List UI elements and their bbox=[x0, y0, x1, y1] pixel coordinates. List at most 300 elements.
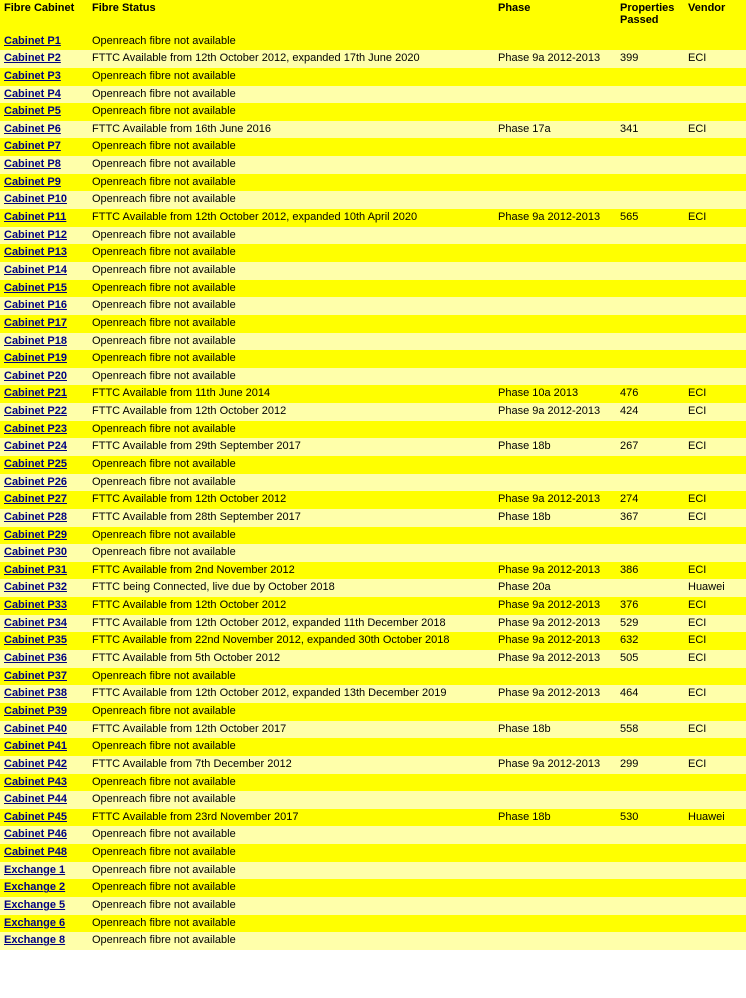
cell-properties-passed bbox=[616, 668, 684, 686]
cell-phase bbox=[494, 191, 616, 209]
cell-phase bbox=[494, 774, 616, 792]
cell-properties-passed bbox=[616, 33, 684, 51]
cabinet-link[interactable]: Cabinet P32 bbox=[4, 581, 67, 594]
table-row bbox=[0, 650, 746, 668]
cell-properties-passed bbox=[616, 527, 684, 545]
cell-vendor: Huawei bbox=[684, 579, 746, 597]
cell-properties-passed: 464 bbox=[616, 685, 684, 703]
cell-fibre-status: FTTC Available from 23rd November 2017 bbox=[88, 809, 494, 827]
cell-vendor bbox=[684, 527, 746, 545]
cell-phase: Phase 9a 2012-2013 bbox=[494, 597, 616, 615]
table-row bbox=[0, 103, 746, 121]
cell-fibre-status: Openreach fibre not available bbox=[88, 156, 494, 174]
cell-cabinet bbox=[0, 262, 88, 280]
cell-properties-passed bbox=[616, 191, 684, 209]
table-row bbox=[0, 209, 746, 227]
cell-phase bbox=[494, 879, 616, 897]
cell-vendor bbox=[684, 791, 746, 809]
cell-properties-passed bbox=[616, 474, 684, 492]
cell-vendor: ECI bbox=[684, 491, 746, 509]
cabinet-link[interactable]: Cabinet P38 bbox=[4, 687, 67, 700]
cell-fibre-status: Openreach fibre not available bbox=[88, 932, 494, 950]
table-row bbox=[0, 86, 746, 104]
cell-properties-passed: 632 bbox=[616, 632, 684, 650]
cell-cabinet bbox=[0, 227, 88, 245]
cell-phase bbox=[494, 86, 616, 104]
table-header bbox=[0, 0, 746, 33]
cell-cabinet bbox=[0, 368, 88, 386]
cell-properties-passed bbox=[616, 68, 684, 86]
cell-phase: Phase 9a 2012-2013 bbox=[494, 491, 616, 509]
cabinet-link[interactable]: Cabinet P12 bbox=[4, 228, 67, 241]
cell-phase: Phase 10a 2013 bbox=[494, 385, 616, 403]
cell-vendor: ECI bbox=[684, 438, 746, 456]
cell-phase: Phase 18b bbox=[494, 809, 616, 827]
cabinet-link[interactable]: Cabinet P3 bbox=[4, 69, 61, 82]
cell-cabinet bbox=[0, 879, 88, 897]
cabinet-link[interactable]: Cabinet P35 bbox=[4, 634, 67, 647]
cell-properties-passed bbox=[616, 333, 684, 351]
cell-cabinet bbox=[0, 527, 88, 545]
cell-properties-passed bbox=[616, 244, 684, 262]
cell-phase bbox=[494, 668, 616, 686]
cabinet-link[interactable]: Cabinet P27 bbox=[4, 493, 67, 506]
cell-phase bbox=[494, 862, 616, 880]
cell-properties-passed bbox=[616, 262, 684, 280]
column-header-phase: Phase bbox=[494, 0, 616, 33]
cell-properties-passed: 274 bbox=[616, 491, 684, 509]
table-body bbox=[0, 33, 746, 950]
cell-fibre-status: Openreach fibre not available bbox=[88, 826, 494, 844]
table-row bbox=[0, 597, 746, 615]
cell-vendor: ECI bbox=[684, 50, 746, 68]
cabinet-link[interactable]: Cabinet P6 bbox=[4, 122, 61, 135]
cell-cabinet bbox=[0, 721, 88, 739]
cell-cabinet bbox=[0, 862, 88, 880]
cell-fibre-status: Openreach fibre not available bbox=[88, 544, 494, 562]
cell-vendor: ECI bbox=[684, 650, 746, 668]
cell-properties-passed: 267 bbox=[616, 438, 684, 456]
table-row bbox=[0, 668, 746, 686]
cell-cabinet bbox=[0, 756, 88, 774]
cell-fibre-status: Openreach fibre not available bbox=[88, 244, 494, 262]
cell-phase: Phase 18b bbox=[494, 721, 616, 739]
cell-phase bbox=[494, 456, 616, 474]
cell-phase bbox=[494, 174, 616, 192]
cell-properties-passed bbox=[616, 862, 684, 880]
cell-fibre-status: FTTC Available from 12th October 2012 bbox=[88, 597, 494, 615]
cell-cabinet bbox=[0, 280, 88, 298]
cell-fibre-status: FTTC Available from 11th June 2014 bbox=[88, 385, 494, 403]
table-row bbox=[0, 385, 746, 403]
cell-phase bbox=[494, 156, 616, 174]
cell-vendor bbox=[684, 421, 746, 439]
cell-cabinet bbox=[0, 668, 88, 686]
cell-vendor: ECI bbox=[684, 403, 746, 421]
cell-cabinet bbox=[0, 474, 88, 492]
table-row bbox=[0, 491, 746, 509]
cell-properties-passed bbox=[616, 879, 684, 897]
cell-vendor bbox=[684, 350, 746, 368]
cell-vendor: ECI bbox=[684, 721, 746, 739]
cabinet-link[interactable]: Cabinet P14 bbox=[4, 263, 67, 276]
cell-vendor bbox=[684, 262, 746, 280]
cell-fibre-status: Openreach fibre not available bbox=[88, 103, 494, 121]
cell-fibre-status: Openreach fibre not available bbox=[88, 774, 494, 792]
cell-fibre-status: Openreach fibre not available bbox=[88, 844, 494, 862]
cell-fibre-status: FTTC Available from 12th October 2012, expanded 17th June 2020 bbox=[88, 50, 494, 68]
cell-phase bbox=[494, 33, 616, 51]
cell-cabinet bbox=[0, 121, 88, 139]
cabinet-link[interactable]: Cabinet P40 bbox=[4, 722, 67, 735]
cell-cabinet bbox=[0, 86, 88, 104]
cell-phase: Phase 18b bbox=[494, 509, 616, 527]
cell-properties-passed: 505 bbox=[616, 650, 684, 668]
cell-vendor bbox=[684, 368, 746, 386]
cell-vendor bbox=[684, 668, 746, 686]
cell-fibre-status: FTTC Available from 28th September 2017 bbox=[88, 509, 494, 527]
cell-cabinet bbox=[0, 403, 88, 421]
cell-fibre-status: FTTC Available from 2nd November 2012 bbox=[88, 562, 494, 580]
cell-fibre-status: Openreach fibre not available bbox=[88, 280, 494, 298]
cell-vendor: ECI bbox=[684, 209, 746, 227]
cell-cabinet bbox=[0, 491, 88, 509]
cell-vendor bbox=[684, 774, 746, 792]
cell-properties-passed bbox=[616, 280, 684, 298]
table-row bbox=[0, 68, 746, 86]
cell-cabinet bbox=[0, 844, 88, 862]
cell-cabinet bbox=[0, 562, 88, 580]
cabinet-link[interactable]: Cabinet P1 bbox=[4, 34, 61, 47]
table-row bbox=[0, 333, 746, 351]
table-row bbox=[0, 862, 746, 880]
cell-vendor bbox=[684, 456, 746, 474]
cell-vendor: ECI bbox=[684, 632, 746, 650]
cell-properties-passed bbox=[616, 174, 684, 192]
cell-properties-passed bbox=[616, 456, 684, 474]
cell-properties-passed bbox=[616, 368, 684, 386]
cell-phase bbox=[494, 915, 616, 933]
cell-fibre-status: FTTC Available from 29th September 2017 bbox=[88, 438, 494, 456]
table-row bbox=[0, 844, 746, 862]
cell-cabinet bbox=[0, 244, 88, 262]
cell-cabinet bbox=[0, 33, 88, 51]
cabinet-link[interactable]: Cabinet P42 bbox=[4, 757, 67, 770]
cell-cabinet bbox=[0, 315, 88, 333]
cell-vendor: ECI bbox=[684, 385, 746, 403]
table-row bbox=[0, 544, 746, 562]
cell-fibre-status: Openreach fibre not available bbox=[88, 297, 494, 315]
cabinet-link[interactable]: Cabinet P43 bbox=[4, 775, 67, 788]
cell-phase bbox=[494, 103, 616, 121]
cabinet-link[interactable]: Cabinet P24 bbox=[4, 440, 67, 453]
table-row bbox=[0, 738, 746, 756]
cell-properties-passed bbox=[616, 315, 684, 333]
cell-phase: Phase 9a 2012-2013 bbox=[494, 562, 616, 580]
column-header-vendor: Vendor bbox=[684, 0, 746, 33]
cell-properties-passed bbox=[616, 86, 684, 104]
cell-properties-passed bbox=[616, 350, 684, 368]
cell-cabinet bbox=[0, 103, 88, 121]
cabinet-link[interactable]: Cabinet P41 bbox=[4, 740, 67, 753]
cell-cabinet bbox=[0, 774, 88, 792]
cabinet-link[interactable]: Cabinet P18 bbox=[4, 334, 67, 347]
cell-phase: Phase 18b bbox=[494, 438, 616, 456]
cell-cabinet bbox=[0, 50, 88, 68]
cabinet-link[interactable]: Cabinet P15 bbox=[4, 281, 67, 294]
cell-fibre-status: FTTC Available from 12th October 2012 bbox=[88, 403, 494, 421]
cell-phase bbox=[494, 897, 616, 915]
cell-phase bbox=[494, 315, 616, 333]
cell-fibre-status: FTTC Available from 12th October 2012, expanded 11th December 2018 bbox=[88, 615, 494, 633]
cell-cabinet bbox=[0, 385, 88, 403]
cell-phase: Phase 17a bbox=[494, 121, 616, 139]
cell-properties-passed bbox=[616, 915, 684, 933]
table-row bbox=[0, 826, 746, 844]
table-row bbox=[0, 703, 746, 721]
cabinet-link[interactable]: Exchange 2 bbox=[4, 881, 66, 894]
column-header-status: Fibre Status bbox=[88, 0, 494, 33]
table-row bbox=[0, 897, 746, 915]
cell-vendor: ECI bbox=[684, 615, 746, 633]
cell-cabinet bbox=[0, 297, 88, 315]
cell-vendor bbox=[684, 297, 746, 315]
cell-properties-passed bbox=[616, 703, 684, 721]
cell-properties-passed bbox=[616, 544, 684, 562]
cell-fibre-status: FTTC Available from 12th October 2012, expanded 13th December 2019 bbox=[88, 685, 494, 703]
cell-cabinet bbox=[0, 703, 88, 721]
cell-fibre-status: Openreach fibre not available bbox=[88, 262, 494, 280]
cell-fibre-status: Openreach fibre not available bbox=[88, 191, 494, 209]
cell-vendor bbox=[684, 474, 746, 492]
table-row bbox=[0, 244, 746, 262]
cabinet-link[interactable]: Cabinet P45 bbox=[4, 810, 67, 823]
cell-fibre-status: Openreach fibre not available bbox=[88, 138, 494, 156]
cell-phase: Phase 9a 2012-2013 bbox=[494, 615, 616, 633]
cell-phase: Phase 20a bbox=[494, 579, 616, 597]
cell-vendor: ECI bbox=[684, 685, 746, 703]
cell-cabinet bbox=[0, 897, 88, 915]
cabinet-link[interactable]: Cabinet P30 bbox=[4, 546, 67, 559]
cell-phase bbox=[494, 826, 616, 844]
cell-properties-passed bbox=[616, 103, 684, 121]
cell-properties-passed: 341 bbox=[616, 121, 684, 139]
cell-properties-passed bbox=[616, 932, 684, 950]
cell-cabinet bbox=[0, 615, 88, 633]
cabinet-link[interactable]: Exchange 5 bbox=[4, 899, 66, 912]
table-row bbox=[0, 474, 746, 492]
cabinet-link[interactable]: Cabinet P25 bbox=[4, 458, 67, 470]
cell-cabinet bbox=[0, 791, 88, 809]
cell-fibre-status: FTTC Available from 12th October 2017 bbox=[88, 721, 494, 739]
cell-vendor bbox=[684, 932, 746, 950]
table-row bbox=[0, 791, 746, 809]
cell-vendor: ECI bbox=[684, 121, 746, 139]
cabinet-link[interactable]: Cabinet P11 bbox=[4, 211, 67, 224]
column-header-cabinet: Fibre Cabinet bbox=[0, 0, 88, 33]
table-row bbox=[0, 527, 746, 545]
cell-cabinet bbox=[0, 209, 88, 227]
cell-fibre-status: Openreach fibre not available bbox=[88, 527, 494, 545]
cell-properties-passed bbox=[616, 138, 684, 156]
table-row bbox=[0, 456, 746, 474]
cabinet-link[interactable]: Cabinet P8 bbox=[4, 158, 61, 171]
table-row bbox=[0, 138, 746, 156]
cabinet-link[interactable]: Cabinet P21 bbox=[4, 387, 67, 400]
cell-cabinet bbox=[0, 438, 88, 456]
cabinet-link[interactable]: Cabinet P31 bbox=[4, 563, 67, 576]
cell-vendor bbox=[684, 33, 746, 51]
cell-properties-passed bbox=[616, 227, 684, 245]
cabinet-link[interactable]: Cabinet P39 bbox=[4, 704, 67, 717]
cabinet-link[interactable]: Cabinet P13 bbox=[4, 246, 67, 259]
table-row bbox=[0, 156, 746, 174]
cell-properties-passed bbox=[616, 791, 684, 809]
cell-cabinet bbox=[0, 509, 88, 527]
table-row bbox=[0, 932, 746, 950]
cell-fibre-status: FTTC Available from 16th June 2016 bbox=[88, 121, 494, 139]
cell-phase: Phase 9a 2012-2013 bbox=[494, 650, 616, 668]
cabinet-link[interactable]: Exchange 8 bbox=[4, 934, 66, 947]
cabinet-link[interactable]: Cabinet P5 bbox=[4, 105, 61, 118]
cell-phase bbox=[494, 844, 616, 862]
table-row bbox=[0, 774, 746, 792]
cell-cabinet bbox=[0, 932, 88, 950]
cabinet-link[interactable]: Cabinet P37 bbox=[4, 669, 67, 682]
cell-phase: Phase 9a 2012-2013 bbox=[494, 632, 616, 650]
cabinet-link[interactable]: Cabinet P7 bbox=[4, 140, 61, 153]
cabinet-link[interactable]: Cabinet P48 bbox=[4, 846, 67, 859]
cabinet-link[interactable]: Cabinet P46 bbox=[4, 828, 67, 841]
cell-vendor bbox=[684, 227, 746, 245]
table-row bbox=[0, 262, 746, 280]
cell-cabinet bbox=[0, 156, 88, 174]
cell-vendor bbox=[684, 156, 746, 174]
cell-properties-passed bbox=[616, 156, 684, 174]
cabinet-link[interactable]: Cabinet P26 bbox=[4, 475, 67, 488]
cabinet-link[interactable]: Cabinet P2 bbox=[4, 52, 61, 65]
cell-phase: Phase 9a 2012-2013 bbox=[494, 403, 616, 421]
table-row bbox=[0, 685, 746, 703]
cell-properties-passed bbox=[616, 826, 684, 844]
cell-phase bbox=[494, 68, 616, 86]
column-header-properties-passed: Properties Passed bbox=[616, 0, 684, 33]
cell-vendor bbox=[684, 844, 746, 862]
cell-vendor bbox=[684, 879, 746, 897]
table-row bbox=[0, 509, 746, 527]
table-row bbox=[0, 174, 746, 192]
cell-cabinet bbox=[0, 579, 88, 597]
cell-fibre-status: FTTC Available from 12th October 2012, expanded 10th April 2020 bbox=[88, 209, 494, 227]
cabinet-link[interactable]: Cabinet P44 bbox=[4, 793, 67, 806]
cell-phase bbox=[494, 703, 616, 721]
cell-properties-passed: 386 bbox=[616, 562, 684, 580]
cell-cabinet bbox=[0, 421, 88, 439]
cell-fibre-status: FTTC being Connected, live due by October 2018 bbox=[88, 579, 494, 597]
cell-properties-passed: 376 bbox=[616, 597, 684, 615]
cell-vendor bbox=[684, 138, 746, 156]
cabinet-link[interactable]: Cabinet P22 bbox=[4, 405, 67, 418]
cell-phase bbox=[494, 368, 616, 386]
cell-fibre-status: Openreach fibre not available bbox=[88, 333, 494, 351]
cell-properties-passed bbox=[616, 297, 684, 315]
table-row bbox=[0, 756, 746, 774]
cell-fibre-status: Openreach fibre not available bbox=[88, 421, 494, 439]
cabinet-link[interactable]: Cabinet P36 bbox=[4, 652, 67, 665]
cell-phase bbox=[494, 297, 616, 315]
cell-fibre-status: Openreach fibre not available bbox=[88, 68, 494, 86]
cell-cabinet bbox=[0, 826, 88, 844]
cabinet-link[interactable]: Exchange 1 bbox=[4, 863, 66, 876]
cabinet-link[interactable]: Cabinet P28 bbox=[4, 510, 67, 523]
cell-vendor bbox=[684, 738, 746, 756]
cabinet-link[interactable]: Cabinet P10 bbox=[4, 193, 67, 206]
table-header-row bbox=[0, 0, 746, 33]
cell-vendor bbox=[684, 315, 746, 333]
cell-phase bbox=[494, 227, 616, 245]
cell-cabinet bbox=[0, 738, 88, 756]
table-row bbox=[0, 915, 746, 933]
table-row bbox=[0, 368, 746, 386]
table-row bbox=[0, 297, 746, 315]
table-row bbox=[0, 191, 746, 209]
cell-vendor: ECI bbox=[684, 597, 746, 615]
cell-fibre-status: Openreach fibre not available bbox=[88, 879, 494, 897]
cell-fibre-status: Openreach fibre not available bbox=[88, 897, 494, 915]
cabinet-link[interactable]: Cabinet P20 bbox=[4, 369, 67, 382]
cell-phase: Phase 9a 2012-2013 bbox=[494, 209, 616, 227]
cell-phase bbox=[494, 262, 616, 280]
cell-fibre-status: Openreach fibre not available bbox=[88, 350, 494, 368]
cell-phase bbox=[494, 932, 616, 950]
cell-properties-passed bbox=[616, 774, 684, 792]
cabinet-link[interactable]: Cabinet P33 bbox=[4, 599, 67, 612]
cabinet-link[interactable]: Cabinet P9 bbox=[4, 175, 61, 188]
cell-properties-passed: 558 bbox=[616, 721, 684, 739]
cell-phase bbox=[494, 544, 616, 562]
cabinet-link[interactable]: Cabinet P17 bbox=[4, 316, 67, 329]
cell-vendor bbox=[684, 703, 746, 721]
cell-vendor bbox=[684, 826, 746, 844]
cell-phase: Phase 9a 2012-2013 bbox=[494, 756, 616, 774]
table-row bbox=[0, 50, 746, 68]
cell-phase bbox=[494, 791, 616, 809]
cabinet-link[interactable]: Cabinet P19 bbox=[4, 352, 67, 365]
cell-vendor bbox=[684, 174, 746, 192]
cabinet-link[interactable]: Cabinet P29 bbox=[4, 528, 67, 541]
cell-fibre-status: Openreach fibre not available bbox=[88, 315, 494, 333]
cell-properties-passed: 476 bbox=[616, 385, 684, 403]
cell-cabinet bbox=[0, 138, 88, 156]
cell-properties-passed: 565 bbox=[616, 209, 684, 227]
cell-fibre-status: Openreach fibre not available bbox=[88, 791, 494, 809]
cell-properties-passed: 399 bbox=[616, 50, 684, 68]
cell-cabinet bbox=[0, 544, 88, 562]
cell-fibre-status: Openreach fibre not available bbox=[88, 474, 494, 492]
cabinet-link[interactable]: Cabinet P34 bbox=[4, 616, 67, 629]
cell-fibre-status: Openreach fibre not available bbox=[88, 227, 494, 245]
cabinet-link[interactable]: Exchange 6 bbox=[4, 916, 66, 929]
cabinet-link[interactable]: Cabinet P16 bbox=[4, 299, 67, 312]
cell-fibre-status: FTTC Available from 12th October 2012 bbox=[88, 491, 494, 509]
cell-fibre-status: FTTC Available from 7th December 2012 bbox=[88, 756, 494, 774]
cabinet-link[interactable]: Cabinet P4 bbox=[4, 87, 61, 100]
table-row bbox=[0, 562, 746, 580]
cell-phase bbox=[494, 244, 616, 262]
cabinet-link[interactable]: Cabinet P23 bbox=[4, 422, 67, 435]
cell-fibre-status: FTTC Available from 22nd November 2012, expanded 30th October 2018 bbox=[88, 632, 494, 650]
cell-fibre-status: Openreach fibre not available bbox=[88, 668, 494, 686]
